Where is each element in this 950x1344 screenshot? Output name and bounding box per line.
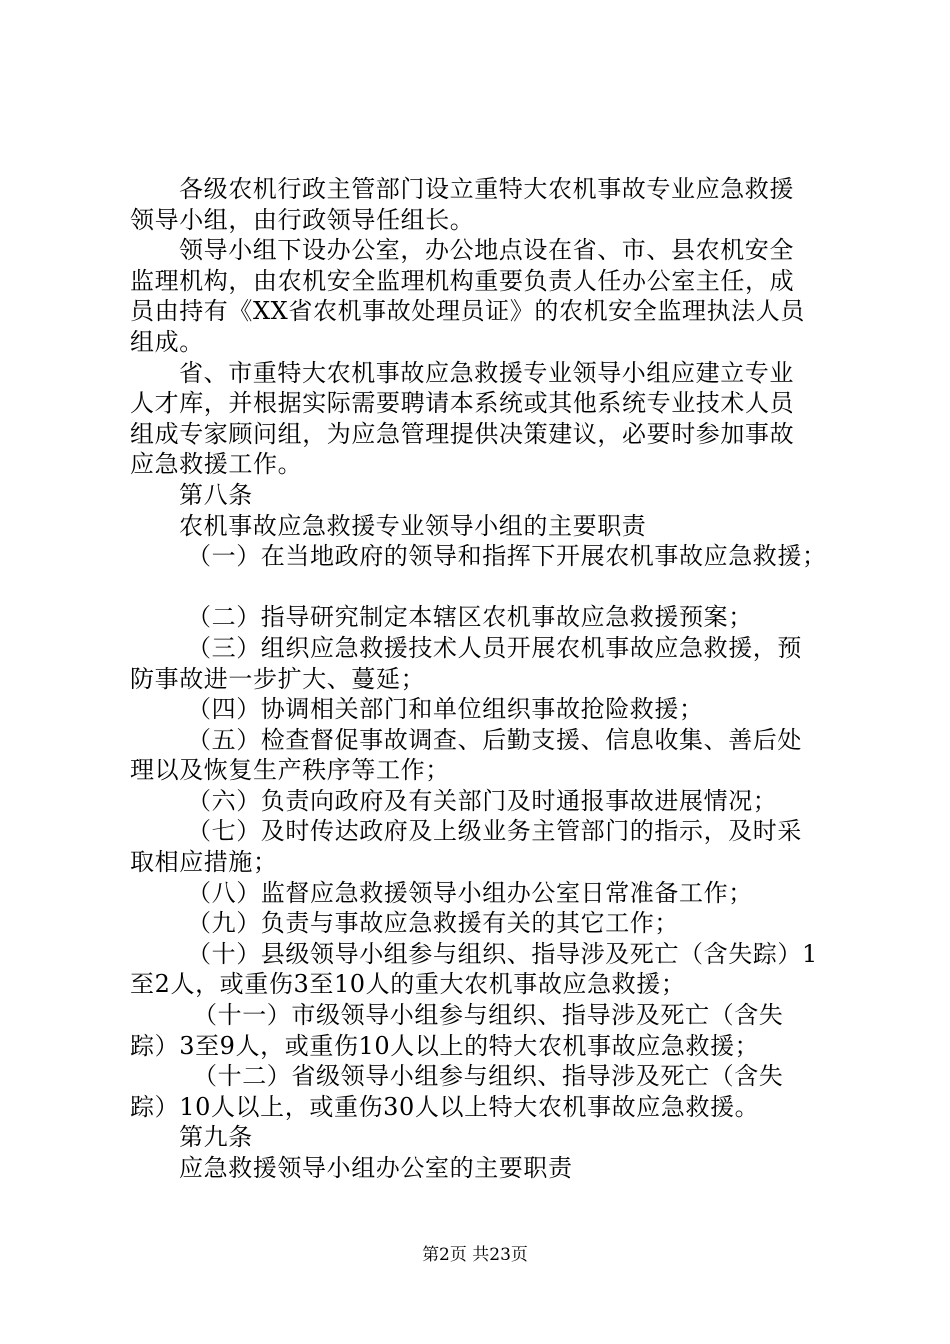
text-line: 各级农机行政主管部门设立重特大农机事故专业应急救援 <box>179 175 794 203</box>
page-footer: 第2页 共23页 <box>422 1245 528 1265</box>
text-line: 组成专家顾问组，为应急管理提供决策建议，必要时参加事故 <box>130 419 795 448</box>
paragraph-gap <box>130 572 840 603</box>
text-line: （八）监督应急救援领导小组办公室日常准备工作； <box>187 878 753 907</box>
section-title: 应急救援领导小组办公室的主要职责 <box>179 1154 573 1182</box>
text-line: 领导小组，由行政领导任组长。 <box>130 205 475 234</box>
text-line: 防事故进一步扩大、蔓延； <box>130 664 426 693</box>
text-line: （一）在当地政府的领导和指挥下开展农机事故应急救援； <box>187 542 827 571</box>
text-line: 监理机构，由农机安全监理机构重要负责人任办公室主任，成 <box>130 266 795 295</box>
text-line: 踪）10人以上，或重伤30人以上特大农机事故应急救援。 <box>130 1092 760 1121</box>
text-line: （九）负责与事故应急救援有关的其它工作； <box>187 909 679 938</box>
text-line: （四）协调相关部门和单位组织事故抢险救援； <box>187 695 704 724</box>
text-line: 理以及恢复生产秩序等工作； <box>130 756 450 785</box>
text-line: 省、市重特大农机事故应急救援专业领导小组应建立专业 <box>179 358 794 387</box>
text-line: （三）组织应急救援技术人员开展农机事故应急救援，预 <box>187 633 802 662</box>
text-line: 组成。 <box>130 327 204 356</box>
document-body <box>130 174 840 1184</box>
text-line: 踪）3至9人，或重伤10人以上的特大农机事故应急救援； <box>130 1031 760 1060</box>
text-line: （六）负责向政府及有关部门及时通报事故进展情况； <box>187 786 778 815</box>
text-line: （十一）市级领导小组参与组织、指导涉及死亡（含失 <box>193 1001 784 1030</box>
text-line: （二）指导研究制定本辖区农机事故应急救援预案； <box>187 603 753 632</box>
text-line: 至2人，或重伤3至10人的重大农机事故应急救援； <box>130 970 686 999</box>
text-line: （十）县级领导小组参与组织、指导涉及死亡（含失踪）1 <box>187 939 818 968</box>
text-line: 员由持有《XX省农机事故处理员证》的农机安全监理执法人员 <box>130 297 805 326</box>
section-title: 农机事故应急救援专业领导小组的主要职责 <box>179 511 647 540</box>
article-heading: 第八条 <box>179 480 253 509</box>
text-line: （十二）省级领导小组参与组织、指导涉及死亡（含失 <box>193 1062 784 1091</box>
text-line: （五）检查督促事故调查、后勤支援、信息收集、善后处 <box>187 725 802 754</box>
text-line: 应急救援工作。 <box>130 450 303 479</box>
text-line: 领导小组下设办公室，办公地点设在省、市、县农机安全 <box>179 236 794 265</box>
text-line: 人才库，并根据实际需要聘请本系统或其他系统专业技术人员 <box>130 389 795 418</box>
article-heading: 第九条 <box>179 1123 253 1152</box>
text-line: （七）及时传达政府及上级业务主管部门的指示，及时采 <box>187 817 802 846</box>
text-line: 取相应措施； <box>130 848 278 877</box>
